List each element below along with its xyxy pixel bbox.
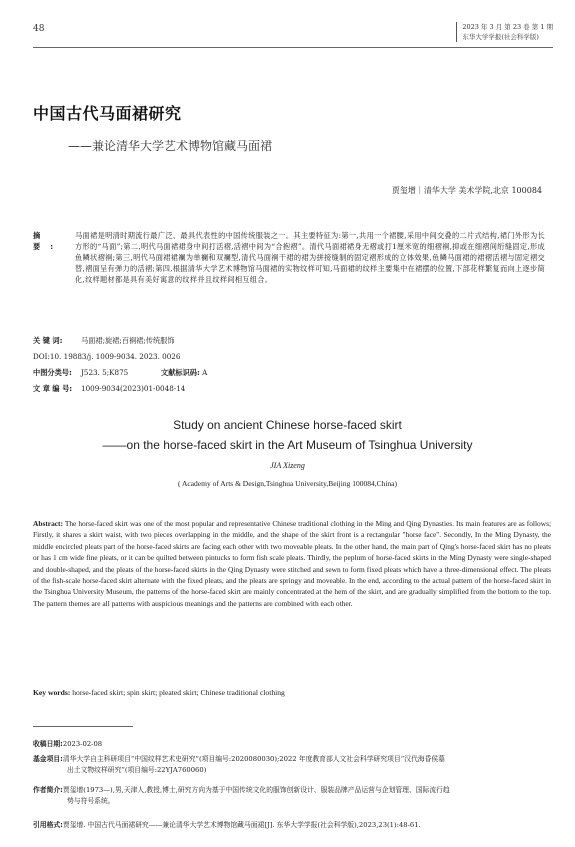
citation-value: 贾玺增. 中国古代马面裙研究——兼论清华大学艺术博物馆藏马面裙[J]. 东华大学学报(社会科学版),2023,23(1):48-61. <box>62 821 421 829</box>
article-title-en: Study on ancient Chinese horse-faced skirt <box>173 418 402 432</box>
article-number-label: 文 章 编 号: <box>33 384 73 393</box>
author-bio-label: 作者简介: <box>33 786 63 794</box>
abstract-en-label: Abstract: <box>33 519 63 528</box>
fund-value-line2: 出土文物纹样研究”(项目编号:22YJA760060) <box>67 766 207 774</box>
abstract-en-text: The horse-faced skirt was one of the most popular and representative Chinese traditional clothing in the Ming and Qing Dynasties. Its main features are as follows; Firstly, it shares a skirt waist, with two pieces overlapping in the middle, and the shape of the skirt front is a rectangular "horse face". Secondly, In the Ming Dynasty, the middle encircled pleats part of the horse-faced skirts are facing each other with two moveable pleats. In the other hand, the main part of Qing's horse-faced skirt has no pleats or has 1 cm wide fine pleats, or it can be quilted between pintucks to form fish scale pleats. Thirdly, the peplum of horse-faced skirts in the Ming Dynasty were single-shaped and double-shaped, and the pleats of the horse-faced skirts in the Qing Dynasty were stitched and sewn to form fixed pleats which have a three-dimensional effect. The pleats of the fish-scale horse-faced skirt alternate with the fixed pleats, and the pleats are springy and moveable. In the end, according to the actual pattern of the horse-faced skirt in the Tsinghua University Museum, the patterns of the horse-faced skirt are mainly concentrated at the hem of the skirt, and are gradually simplified from the bottom to the top. The pattern themes are all patterns with auspicious meanings and the patterns are combined with each other. <box>33 519 552 608</box>
received-label: 收稿日期: <box>33 740 63 748</box>
journal-name: 东华大学学报(社会科学版) <box>462 33 539 41</box>
classification-row <box>33 368 207 378</box>
article-subtitle-zh: ——兼论清华大学艺术博物馆藏马面裙 <box>68 139 273 153</box>
header-divider <box>33 47 553 48</box>
footnote-citation <box>33 820 551 831</box>
article-number-row <box>33 384 185 394</box>
abstract-zh <box>33 230 551 285</box>
keywords-zh-text: 马面裙;旋裙;百裥裙;传统服饰 <box>81 336 175 345</box>
author-affiliation-zh: 贾玺增｜清华大学 美术学院,北京 100084 <box>391 186 542 195</box>
author-bio-line1: 贾玺增(1973—),男,天津人,教授,博士,研究方向为基于中国传统文化的服饰创新设计、服装品牌产品运营与企划管理、国际流行趋 <box>62 786 450 794</box>
page-number: 48 <box>33 24 45 34</box>
article-number-value: 1009-9034(2023)01-0048-14 <box>81 384 186 393</box>
fund-value-line1: 清华大学自主科研项目“中国纹样艺术史研究”(项目编号:2020080030);2022 年度教育部人文社会科学研究项目“汉代海昏侯墓 <box>62 755 445 763</box>
abstract-zh-label: 摘要: <box>33 231 64 251</box>
doi: DOI:10. 19883/j. 1009-9034. 2023. 0026 <box>33 352 181 361</box>
classification-value: J523. 5;K875 <box>81 368 129 377</box>
keywords-en-text: horse-faced skirt; spin skirt; pleated skirt; Chinese traditional clothing <box>72 688 285 697</box>
article-subtitle-en: ——on the horse-faced skirt in the Art Museum of Tsinghua University <box>102 438 473 452</box>
footnote-received <box>33 739 551 750</box>
affiliation-en: ( Academy of Arts & Design,Tsinghua University,Beijing 100084,China) <box>178 479 397 488</box>
footnote-fund <box>33 754 551 776</box>
journal-issue-info <box>456 22 553 42</box>
citation-label: 引用格式: <box>33 821 63 829</box>
footnote-divider <box>33 726 133 727</box>
classification-label: 中图分类号: <box>33 368 72 377</box>
abstract-zh-text: 马面裙是明清时期流行最广泛、最具代表性的中国传统服装之一。其主要特征为:第一,共用一个裙腰,采用中间交叠的二片式结构,裙门外形为长方形的“马面”;第二,明代马面裙裙身中间打活褶,活褶中间为“合抱褶”。清代马面裙裙身无褶或打1厘米宽的细褶裥,抑或在细褶间绗缝固定,形成鱼鳞状褶裥;第三,明代马面裙裙襕为单襕和双襕型,清代马面裥干裙的裙为拼接缝制的固定褶形成的立体效果,鱼鳞马面裙的裙褶活褶与固定褶交替,褶面呈有弹力的活褶;第四,根据清华大学艺术博物馆马面裙的实物纹样可知,马面裙的纹样主要集中在裙摆的位置,下部花样繁复而向上逐步简化,纹样题材都是具有美好寓意的纹样并且纹样间相互组合。 <box>75 231 545 284</box>
keywords-en-label: Key words: <box>33 688 71 697</box>
document-code-value: A <box>202 368 208 377</box>
issue-date-volume: 2023 年 3 月 第 23 卷 第 1 期 <box>462 23 553 31</box>
keywords-zh <box>33 336 175 346</box>
document-code-label: 文献标识码: <box>161 368 200 377</box>
keywords-zh-label: 关 键 词: <box>33 336 63 345</box>
author-en: JIA Xizeng <box>270 461 305 470</box>
article-title-zh: 中国古代马面裙研究 <box>33 104 182 123</box>
received-value: 2023-02-08 <box>62 740 103 748</box>
keywords-en <box>33 688 285 697</box>
abstract-en <box>33 518 551 609</box>
author-bio-line2: 势与符号系统。 <box>67 797 115 805</box>
footnote-author <box>33 785 551 807</box>
fund-label: 基金项目: <box>33 755 63 763</box>
